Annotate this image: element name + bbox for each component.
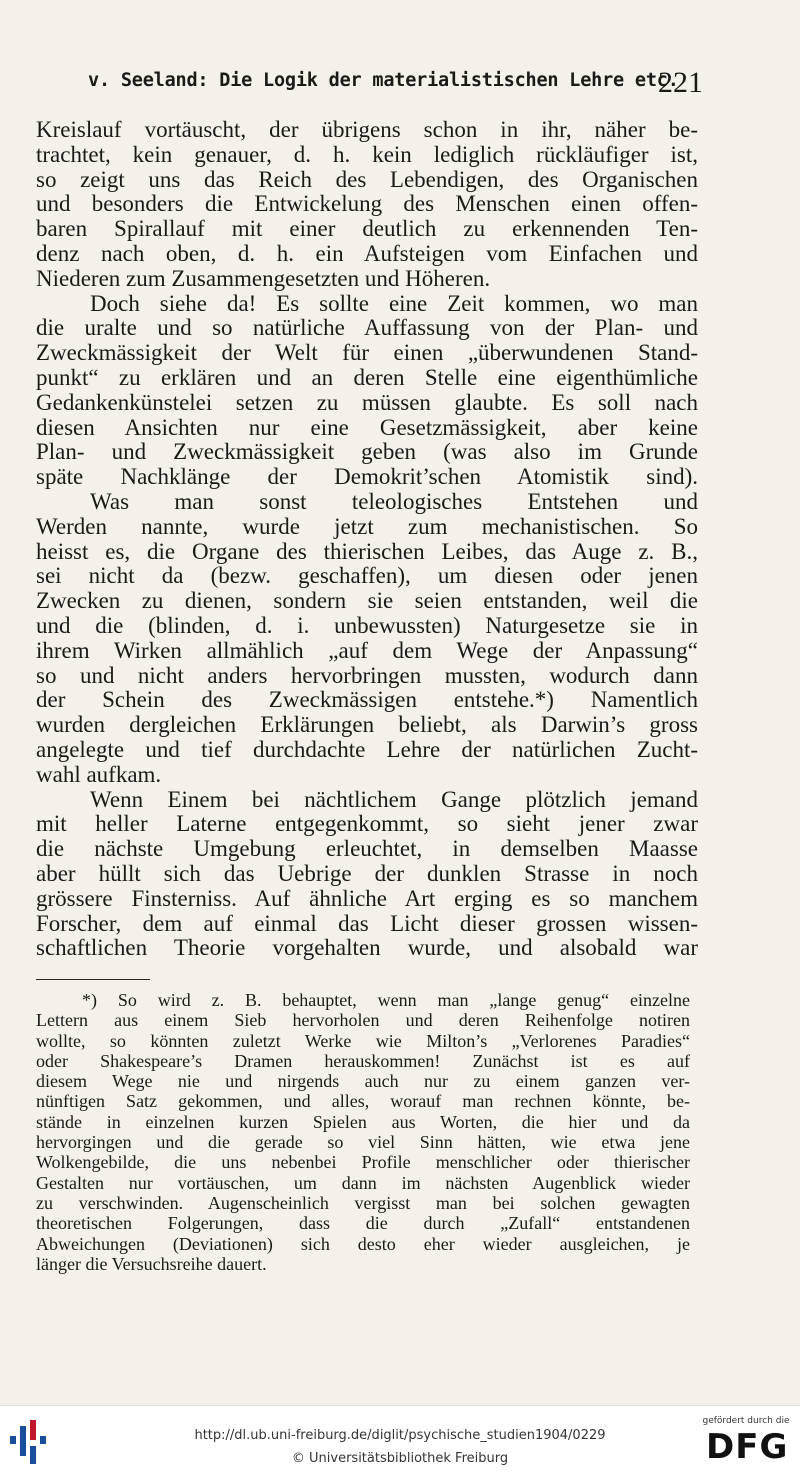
body-line: schaftlichen Theorie vorgehalten wurde, und alsobald war — [36, 936, 698, 961]
body-line: aber hüllt sich das Uebrige der dunklen Strasse in noch — [36, 861, 698, 886]
footnote-line: Gestalten nur vortäuschen, um dann im nächsten Augenblick wieder — [36, 1172, 690, 1193]
footnote-line: oder Shakespeare’s Dramen herauskommen! Zunächst ist es auf — [36, 1050, 690, 1071]
body-line: späte Nachklänge der Demokrit’schen Atomistik sind). — [36, 465, 698, 490]
copyright-notice: © Universitätsbibliothek Freiburg — [291, 1451, 509, 1466]
body-line: angelegte und tief durchdachte Lehre der natürlichen Zucht- — [36, 737, 698, 762]
footnote-divider — [36, 979, 150, 980]
footnote-line: theoretischen Folgerungen, dass die durch „Zufall“ entstandenen — [36, 1213, 690, 1234]
body-line: Doch siehe da! Es sollte eine Zeit kommen, wo man — [90, 291, 698, 316]
footnote-line: zu verschwinden. Augenscheinlich vergisst man bei solchen gewagten — [36, 1192, 690, 1213]
body-line: heisst es, die Organe des thierischen Leibes, das Auge z. B., — [36, 539, 698, 564]
footnote-line: Abweichungen (Deviationen) sich desto eher wieder ausgleichen, je — [36, 1233, 690, 1254]
body-line: der Schein des Zweckmässigen entstehe.*) Namentlich — [36, 688, 698, 713]
footnote-line: diesem Wege nie und nirgends auch nur zu einem ganzen ver- — [36, 1071, 690, 1092]
viewer-footer — [0, 1405, 800, 1473]
body-line: denz nach oben, d. h. ein Aufsteigen vom Einfachen und — [36, 241, 698, 266]
body-line: wahl aufkam. — [36, 762, 162, 787]
dfg-logo — [700, 1416, 792, 1468]
body-line: Plan- und Zweckmässigkeit geben (was also im Grunde — [36, 440, 698, 465]
body-line: ihrem Wirken allmählich „auf dem Wege der Anpassung“ — [36, 638, 698, 663]
running-head — [88, 66, 703, 100]
body-line: diesen Ansichten nur eine Gesetzmässigkeit, aber keine — [36, 415, 698, 440]
footnote-line: länger die Versuchsreihe dauert. — [36, 1253, 267, 1274]
body-line: baren Spirallauf mit einer deutlich zu erkennenden Ten- — [36, 217, 698, 242]
footnote-line: hervorgingen und die gerade so viel Sinn hätten, wie etwa jene — [36, 1132, 690, 1153]
running-title: v. Seeland: Die Logik der materialistischen Lehre etc. — [88, 70, 679, 91]
dfg-wordmark: DFG — [706, 1427, 789, 1467]
page-number: 221 — [658, 66, 703, 99]
body-line: die uralte und so natürliche Auffassung von der Plan- und — [36, 316, 698, 341]
dfg-tagline: gefördert durch die — [702, 1416, 790, 1426]
footnote-line: stände in einzelnen kurzen Spielen aus Worten, die hier und da — [36, 1111, 690, 1132]
body-line: wurden dergleichen Erklärungen beliebt, als Darwin’s gross — [36, 713, 698, 738]
body-line: so zeigt uns das Reich des Lebendigen, des Organischen — [36, 167, 698, 192]
footnote-line: Lettern aus einem Sieb hervorholen und deren Reihenfolge notiren — [36, 1010, 690, 1031]
body-line: mit heller Laterne entgegenkommt, so sieht jener zwar — [36, 812, 698, 837]
body-line: trachtet, kein genauer, d. h. kein lediglich rückläufiger ist, — [36, 142, 698, 167]
body-line: und die (blinden, d. i. unbewussten) Naturgesetze sie in — [36, 613, 698, 638]
permalink-url[interactable]: http://dl.ub.uni-freiburg.de/diglit/psychische_studien1904/0229 — [194, 1428, 606, 1443]
body-line: Werden nannte, wurde jetzt zum mechanistischen. So — [36, 514, 698, 539]
body-line: Wenn Einem bei nächtlichem Gange plötzlich jemand — [90, 787, 698, 812]
footnote — [36, 990, 690, 1274]
body-line: sei nicht da (bezw. geschaffen), um diesen oder jenen — [36, 564, 698, 589]
body-line: Gedankenkünstelei setzen zu müssen glaubte. Es soll nach — [36, 390, 698, 415]
body-line: Was man sonst teleologisches Entstehen und — [90, 489, 698, 514]
body-line: so und nicht anders hervorbringen mussten, wodurch dann — [36, 663, 698, 688]
footnote-line: wollte, so könnten zuletzt Werke wie Milton’s „Verlorenes Paradies“ — [36, 1030, 690, 1051]
body-line: die nächste Umgebung erleuchtet, in demselben Maasse — [36, 837, 698, 862]
body-line: Forscher, dem auf einmal das Licht dieser grossen wissen- — [36, 911, 698, 936]
body-line: punkt“ zu erklären und an deren Stelle eine eigenthümliche — [36, 365, 698, 390]
footnote-line: Wolkengebilde, die uns nebenbei Profile menschlicher oder thierischer — [36, 1152, 690, 1173]
body-line: Niederen zum Zusammengesetzten und Höheren. — [36, 266, 491, 291]
body-text — [36, 118, 698, 961]
footnote-line: *) So wird z. B. behauptet, wenn man „lange genug“ einzelne — [82, 990, 690, 1010]
body-line: und besonders die Entwickelung des Menschen einen offen- — [36, 192, 698, 217]
body-line: Zwecken zu dienen, sondern sie seien entstanden, weil die — [36, 589, 698, 614]
footnote-line: nünftigen Satz gekommen, und alles, worauf man rechnen könnte, be- — [36, 1091, 690, 1112]
body-line: Zweckmässigkeit der Welt für einen „überwundenen Stand- — [36, 341, 698, 366]
body-line: grössere Finsterniss. Auf ähnliche Art erging es so manchem — [36, 886, 698, 911]
body-line: Kreislauf vortäuscht, der übrigens schon in ihr, näher be- — [36, 118, 698, 142]
